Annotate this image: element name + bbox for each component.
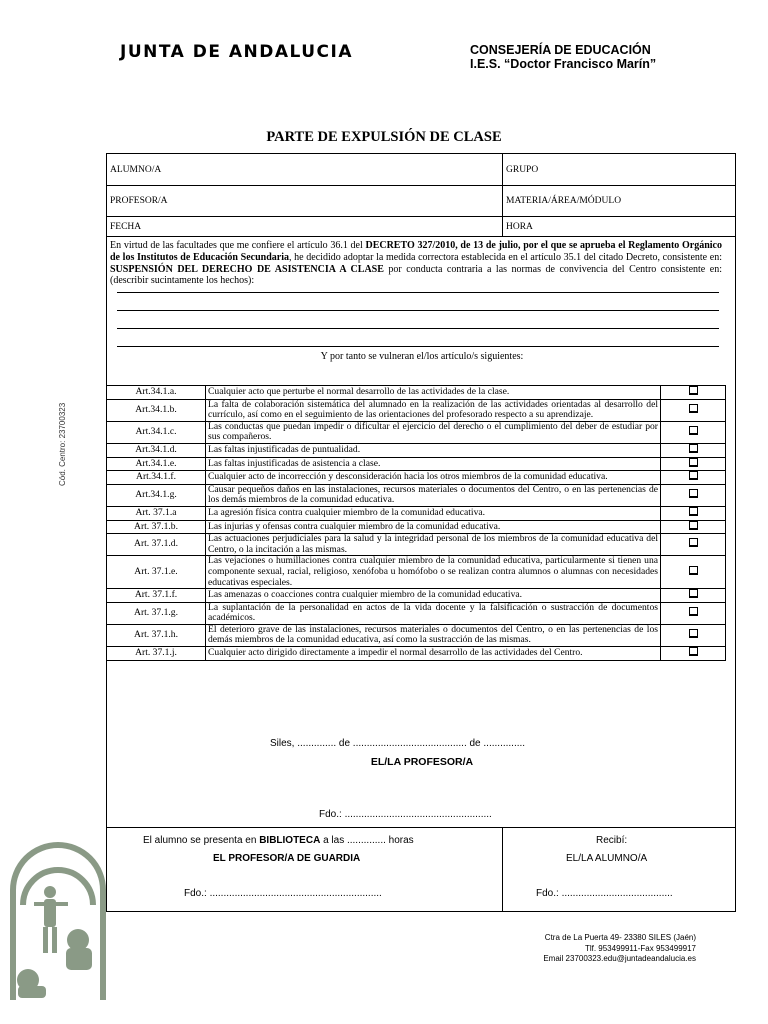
article-description: Las amenazas o coacciones contra cualquier miembro de la comunidad educativa. [206, 589, 661, 603]
article-code: Art. 37.1.h. [107, 624, 206, 646]
article-code: Art. 37.1.a [107, 506, 206, 520]
article-description: Cualquier acto dirigido directamente a impedir el normal desarrollo de las actividades del Centro. [206, 647, 661, 661]
article-row [107, 484, 726, 506]
article-description: La suplantación de la personalidad en actos de la vida docente y la falsificación o sustracción de documentos académicos. [206, 602, 661, 624]
article-checkbox-cell [661, 589, 726, 603]
article-code: Art. 37.1.j. [107, 647, 206, 661]
article-description: Las conductas que puedan impedir o dificultar el ejercicio del derecho o el cumplimiento del deber de estudiar por sus compañeros. [206, 421, 661, 443]
received-label: Recibí: [596, 835, 628, 846]
article-row [107, 457, 726, 471]
checkbox-icon[interactable] [689, 607, 698, 616]
teacher-role: EL/LA PROFESOR/A [370, 756, 474, 768]
article-checkbox-cell [661, 443, 726, 457]
duty-teacher-role: EL PROFESOR/A DE GUARDIA [213, 853, 361, 864]
checkbox-icon[interactable] [689, 589, 698, 598]
article-checkbox-cell [661, 399, 726, 421]
article-code: Art. 37.1.d. [107, 534, 206, 556]
field-materia[interactable]: MATERIA/ÁREA/MÓDULO [506, 196, 622, 206]
article-description: Las injurias y ofensas contra cualquier miembro de la comunidad educativa. [206, 520, 661, 534]
article-checkbox-cell [661, 471, 726, 485]
article-row [107, 534, 726, 556]
article-row [107, 556, 726, 589]
article-description: Cualquier acto que perturbe el normal desarrollo de las actividades de la clase. [206, 386, 661, 400]
page-title: PARTE DE EXPULSIÓN DE CLASE [266, 129, 502, 145]
field-grupo[interactable]: GRUPO [506, 164, 539, 175]
article-row [107, 399, 726, 421]
article-code: Art. 37.1.f. [107, 589, 206, 603]
row-profesor-materia [107, 186, 735, 217]
article-row [107, 471, 726, 485]
checkbox-icon[interactable] [689, 647, 698, 656]
logo-junta-de-andalucia: JUNTA DE ANDALUCIA [120, 42, 353, 62]
article-row [107, 589, 726, 603]
article-description: La agresión física contra cualquier miembro de la comunidad educativa. [206, 506, 661, 520]
article-checkbox-cell [661, 647, 726, 661]
andalucia-emblem-icon [8, 820, 108, 1000]
articles-intro: Y por tanto se vulneran el/los artículo/s siguientes: [320, 351, 524, 362]
article-description: Las vejaciones o humillaciones contra cualquier miembro de la comunidad educativa, particularmente si tienen una componente sexual, racial, religioso, xenófoba u homófobo o se realizan contra alumnos o alumnas con necesidades educativas especiales. [206, 556, 661, 589]
receipt-section [106, 827, 736, 912]
row-alumno-grupo [107, 154, 735, 186]
duty-teacher-signature: Fdo.: .............................................................. [184, 888, 382, 899]
article-code: Art.34.1.b. [107, 399, 206, 421]
article-code: Art.34.1.c. [107, 421, 206, 443]
place-date-line: Siles, .............. de ......................................... de ............... [270, 738, 526, 749]
article-row [107, 421, 726, 443]
checkbox-icon[interactable] [689, 629, 698, 638]
checkbox-icon[interactable] [689, 489, 698, 498]
checkbox-icon[interactable] [689, 444, 698, 453]
article-code: Art. 37.1.g. [107, 602, 206, 624]
article-row [107, 386, 726, 400]
article-code: Art.34.1.d. [107, 443, 206, 457]
student-role: EL/LA ALUMNO/A [566, 853, 648, 864]
field-profesor[interactable]: PROFESOR/A [110, 196, 168, 206]
header-divider [502, 154, 503, 236]
article-description: Causar pequeños daños en las instalaciones, recursos materiales o documentos del Centro, o en las pertenencias de los demás miembros de la comunidad educativa. [206, 484, 661, 506]
field-fecha[interactable]: FECHA [110, 221, 142, 232]
article-code: Art.34.1.f. [107, 471, 206, 485]
intro-paragraph: En virtud de las facultades que me confiere el artículo 36.1 del DECRETO 327/2010, de 13 de julio, por el que se aprueba el Reglamento Orgánico de los Institutos de Educación Secundaria, he decidido adoptar la medida correctora establecida en el artículo 35.1 del citado Decreto, consistente en: SUSPENSIÓN DEL DERECHO DE ASISTENCIA A CLASE por conducta contraria a las normas de convivencia del Centro consistente en: (describir sucintamente los hechos): [110, 240, 722, 287]
checkbox-icon[interactable] [689, 521, 698, 530]
facts-line-2[interactable] [117, 310, 719, 311]
article-description: Las actuaciones perjudiciales para la salud y la integridad personal de los miembros de la comunidad educativa del Centro, o la incitación a las mismas. [206, 534, 661, 556]
teacher-signature-line: Fdo.: ..................................................... [319, 809, 492, 820]
header-consejeria [470, 43, 656, 71]
article-checkbox-cell [661, 534, 726, 556]
checkbox-icon[interactable] [689, 507, 698, 516]
article-checkbox-cell [661, 520, 726, 534]
checkbox-icon[interactable] [689, 426, 698, 435]
field-hora[interactable]: HORA [506, 221, 533, 232]
article-code: Art.34.1.e. [107, 457, 206, 471]
article-description: Las faltas injustificadas de asistencia a clase. [206, 457, 661, 471]
article-description: La falta de colaboración sistemática del alumnado en la realización de las actividades orientadas al desarrollo del currículo, así como en el seguimiento de las orientaciones del profesorado respecto a su aprendizaje. [206, 399, 661, 421]
article-description: Las faltas injustificadas de puntualidad. [206, 443, 661, 457]
article-row [107, 520, 726, 534]
facts-line-3[interactable] [117, 328, 719, 329]
article-checkbox-cell [661, 386, 726, 400]
article-code: Art. 37.1.e. [107, 556, 206, 589]
article-code: Art.34.1.g. [107, 484, 206, 506]
checkbox-icon[interactable] [689, 458, 698, 467]
student-signature: Fdo.: ........................................ [536, 888, 673, 899]
article-row [107, 624, 726, 646]
field-alumno[interactable]: ALUMNO/A [110, 164, 162, 175]
checkbox-icon[interactable] [689, 386, 698, 395]
article-code: Art.34.1.a. [107, 386, 206, 400]
centre-code-vertical: Cód. Centro: 23700323 [58, 402, 67, 486]
arrival-statement: El alumno se presenta en BIBLIOTECA a las .............. horas [143, 835, 414, 846]
article-checkbox-cell [661, 624, 726, 646]
consejeria-name: CONSEJERÍA DE EDUCACIÓN [470, 43, 651, 57]
article-code: Art. 37.1.b. [107, 520, 206, 534]
row-fecha-hora [107, 217, 735, 237]
checkbox-icon[interactable] [689, 471, 698, 480]
article-checkbox-cell [661, 457, 726, 471]
checkbox-icon[interactable] [689, 404, 698, 413]
articles-table [106, 385, 726, 661]
school-name: I.E.S. “Doctor Francisco Marín” [470, 57, 657, 71]
receipt-divider [502, 828, 503, 911]
article-checkbox-cell [661, 506, 726, 520]
checkbox-icon[interactable] [689, 538, 698, 547]
article-row [107, 602, 726, 624]
article-checkbox-cell [661, 484, 726, 506]
facts-line-1[interactable] [117, 292, 719, 293]
checkbox-icon[interactable] [689, 566, 698, 575]
article-description: Cualquier acto de incorrección y desconsideración hacia los otros miembros de la comunidad educativa. [206, 471, 661, 485]
article-row [107, 443, 726, 457]
article-description: El deterioro grave de las instalaciones, recursos materiales o documentos del Centro, o en las pertenencias de los demás miembros de la comunidad educativa, así como la sustracción de las mismas. [206, 624, 661, 646]
article-checkbox-cell [661, 421, 726, 443]
article-checkbox-cell [661, 602, 726, 624]
article-checkbox-cell [661, 556, 726, 589]
school-address: Ctra de La Puerta 49- 23380 SILES (Jaén) Tlf. 953499911-Fax 953499917 Email 23700323.edu@juntadeandalucia.es [543, 933, 696, 963]
article-row [107, 647, 726, 661]
facts-line-4[interactable] [117, 346, 719, 347]
article-row [107, 506, 726, 520]
